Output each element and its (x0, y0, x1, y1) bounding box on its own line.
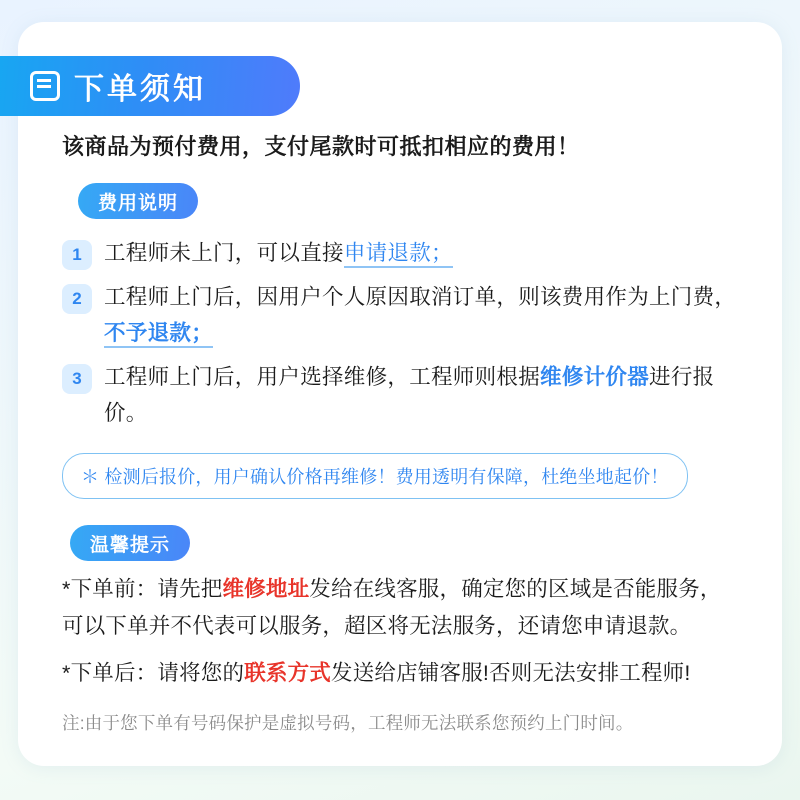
notice-card (18, 22, 782, 766)
list-item-link[interactable]: 维修计价器 (540, 365, 650, 389)
list-item-text (104, 235, 453, 271)
section-tag-tips: 温馨提示 (70, 525, 190, 561)
tip-before-part1: 请先把 (157, 577, 223, 601)
list-item-link[interactable]: 不予退款； (104, 321, 213, 348)
section-tag-fee: 费用说明 (78, 183, 198, 219)
tip-before-part2: 发给在线客服，确定您的区域是否能服务，可以下单并不代表可以服务，超区将无法服务，还请您申请退款。 (62, 577, 722, 638)
list-item-text-part2: 进行报价。 (104, 365, 715, 425)
list-item-text-part1: 工程师上门后，用户选择维修，工程师则根据 (104, 365, 541, 389)
tip-after-highlight: 联系方式 (244, 661, 331, 685)
list-item-link[interactable]: 申请退款； (344, 241, 453, 268)
list-item-number: 3 (62, 364, 92, 394)
list-item-text-part1: 工程师未上门，可以直接 (104, 241, 344, 265)
tip-after-part2: 发送给店铺客服!否则无法安排工程师! (331, 661, 691, 685)
page-title: 下单须知 (74, 73, 206, 106)
lead-text: 该商品为预付费用，支付尾款时可抵扣相应的费用！ (62, 134, 580, 159)
list-item-text (104, 359, 738, 431)
page-title-banner (0, 56, 300, 116)
tip-after-label: *下单后： (62, 661, 158, 685)
list-item (62, 359, 738, 431)
list-item (62, 235, 738, 271)
tip-after-order (62, 655, 738, 692)
tip-before-order (62, 571, 738, 645)
tip-before-highlight: 维修地址 (222, 577, 310, 601)
list-item (62, 279, 738, 351)
tip-after-part1: 请将您的 (157, 661, 245, 685)
notice-body (18, 22, 782, 735)
tips-section (62, 525, 738, 735)
fee-note-box: ＊ 检测后报价，用户确认价格再维修！费用透明有保障，杜绝坐地起价！ (62, 453, 688, 499)
list-item-number: 1 (62, 240, 92, 270)
list-item-text (104, 279, 738, 351)
tip-before-label: *下单前： (62, 577, 158, 601)
fee-list (62, 235, 738, 431)
list-item-number: 2 (62, 284, 92, 314)
list-item-text-part1: 工程师上门后，因用户个人原因取消订单，则该费用作为上门费， (104, 285, 737, 309)
document-icon (30, 71, 60, 101)
tips-footnote: 注:由于您下单有号码保护是虚拟号码，工程师无法联系您预约上门时间。 (62, 713, 634, 733)
